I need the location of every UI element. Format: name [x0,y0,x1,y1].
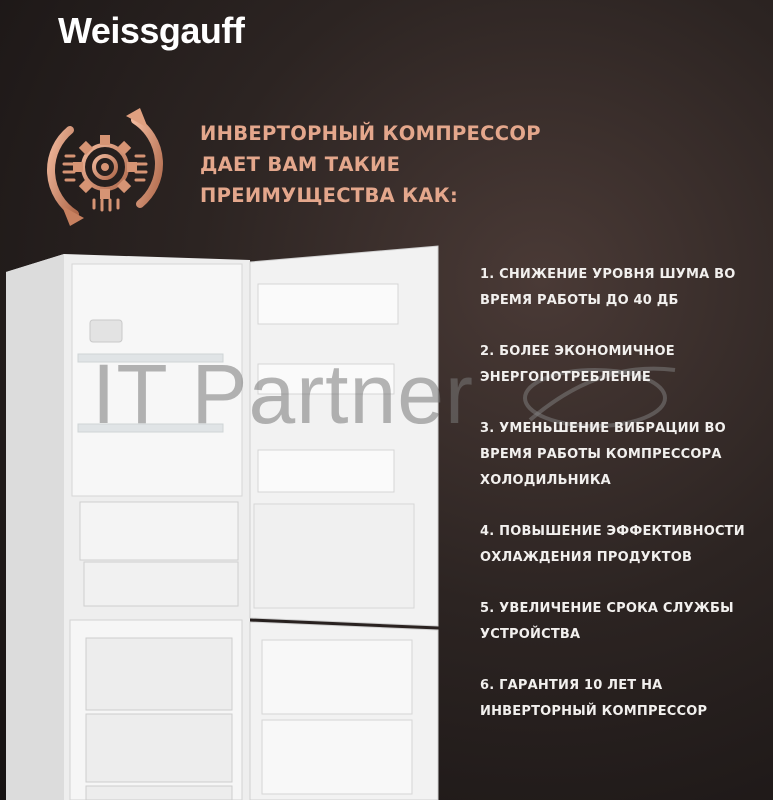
benefit-line: 4. ПОВЫШЕНИЕ ЭФФЕКТИВНОСТИ [480,524,745,539]
benefit-item [480,596,765,648]
heading [200,118,541,211]
benefit-line: 2. БОЛЕЕ ЭКОНОМИЧНОЕ [480,344,675,359]
refrigerator-image [0,240,460,800]
benefit-line: ВРЕМЯ РАБОТЫ ДО 40 ДБ [480,293,679,308]
benefit-item [480,339,765,391]
inverter-compressor-icon [40,102,170,232]
benefit-item [480,262,765,314]
heading-line: ПРЕИМУЩЕСТВА КАК: [200,184,459,207]
heading-line: ДАЕТ ВАМ ТАКИЕ [200,153,401,176]
benefit-line: 6. ГАРАНТИЯ 10 ЛЕТ НА [480,678,663,693]
benefit-line: ХОЛОДИЛЬНИКА [480,473,611,488]
brand-logo: Weissgauff [58,10,245,51]
watermark: IT Partner [92,347,474,441]
benefit-item [480,519,765,571]
heading-line: ИНВЕРТОРНЫЙ КОМПРЕССОР [200,122,541,145]
benefit-line: ВРЕМЯ РАБОТЫ КОМПРЕССОРА [480,447,722,462]
benefit-line: ОХЛАЖДЕНИЯ ПРОДУКТОВ [480,550,693,565]
benefit-line: 3. УМЕНЬШЕНИЕ ВИБРАЦИИ ВО [480,421,726,436]
benefits-list [480,262,765,750]
benefit-item [480,416,765,494]
benefit-line: 5. УВЕЛИЧЕНИЕ СРОКА СЛУЖБЫ [480,601,734,616]
benefit-line: ИНВЕРТОРНЫЙ КОМПРЕССОР [480,704,708,719]
benefit-line: 1. СНИЖЕНИЕ УРОВНЯ ШУМА ВО [480,267,736,282]
benefit-item [480,673,765,725]
benefit-line: УСТРОЙСТВА [480,627,581,642]
benefit-line: ЭНЕРГОПОТРЕБЛЕНИЕ [480,370,651,385]
